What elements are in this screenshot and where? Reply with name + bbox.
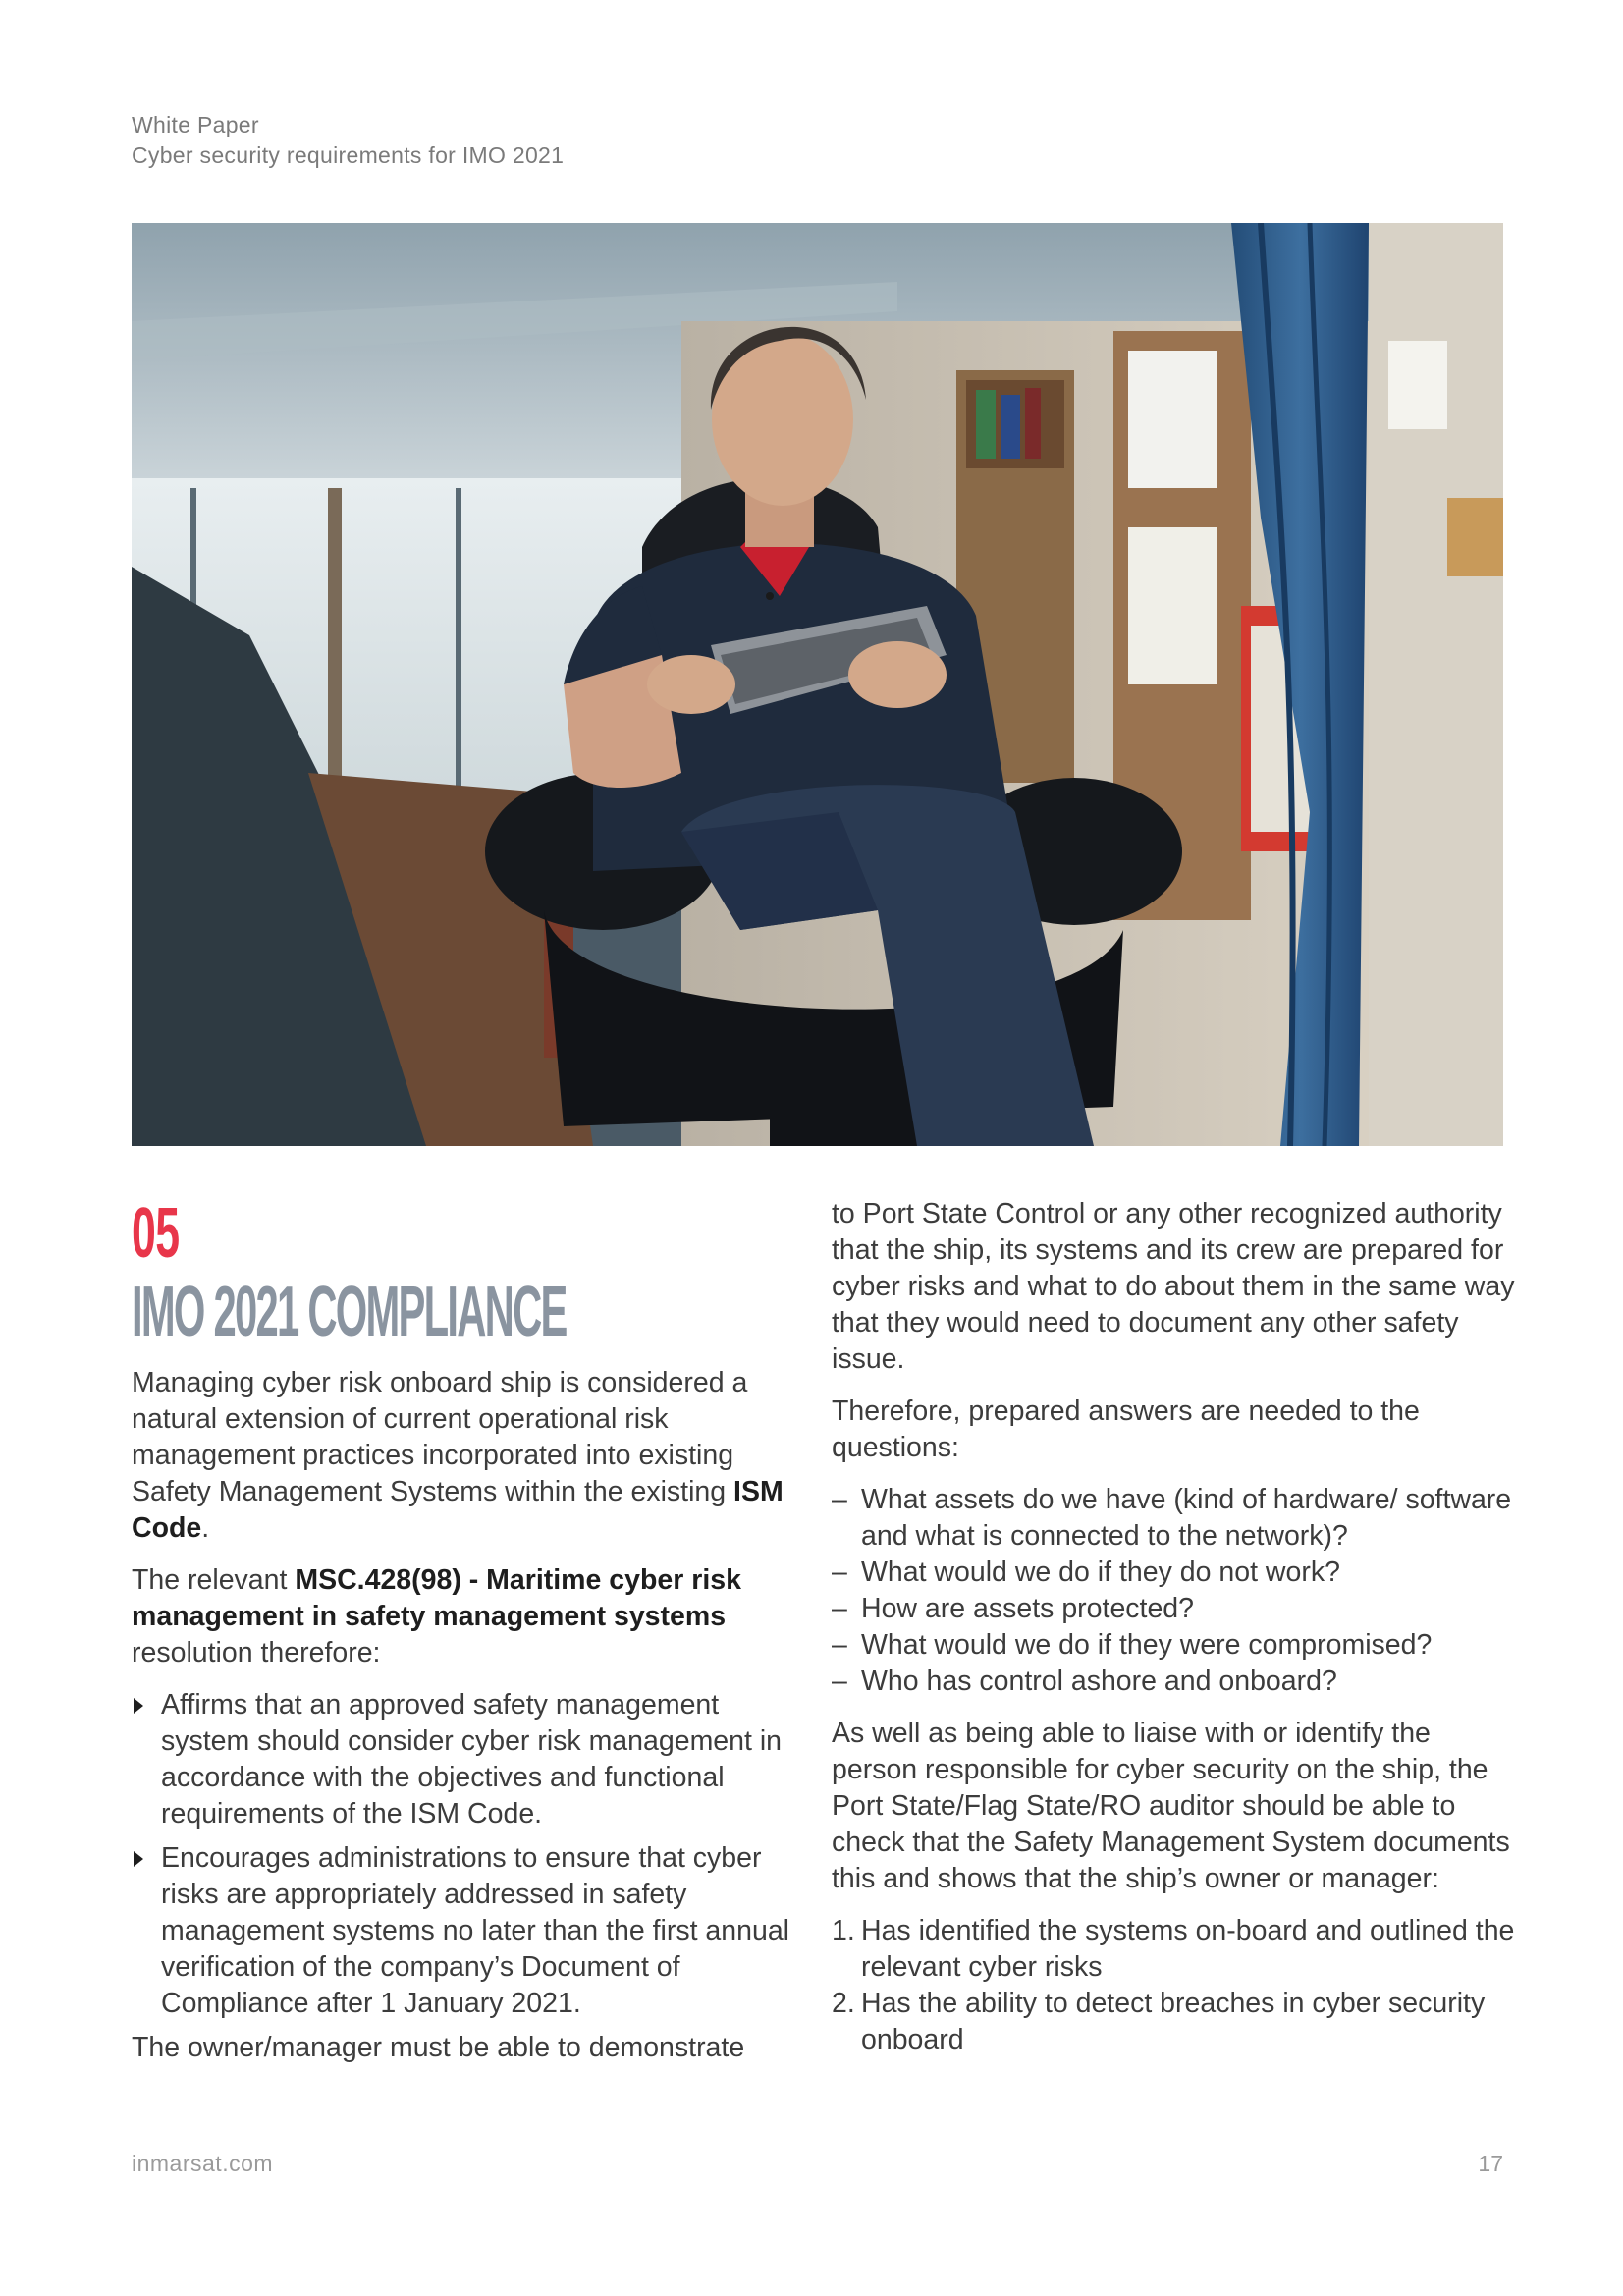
- questions-intro: Therefore, prepared answers are needed to the questions:: [832, 1395, 1420, 1463]
- header-doc-type: White Paper: [132, 112, 259, 137]
- question-text: How are assets protected?: [861, 1593, 1195, 1624]
- intro-period: .: [201, 1512, 210, 1544]
- item-number: 1.: [832, 1915, 855, 1946]
- section-title: IMO 2021 COMPLIANCE: [132, 1273, 567, 1351]
- dash-mark: –: [832, 1629, 847, 1661]
- hero-photo-illustration: [132, 223, 1503, 1146]
- requirement-text: Has the ability to detect breaches in cyber security onboard: [861, 1988, 1486, 2055]
- list-item: [832, 1664, 1519, 1700]
- intro-paragraph: [132, 1365, 799, 1547]
- requirements-list: [832, 1913, 1519, 2058]
- question-text: What would we do if they do not work?: [861, 1557, 1340, 1588]
- dash-mark: –: [832, 1593, 847, 1624]
- resolution-paragraph: [132, 1562, 799, 1671]
- list-item: [132, 1840, 799, 2022]
- hero-photo: [132, 223, 1503, 1146]
- right-column: [832, 1196, 1519, 2058]
- question-text: What assets do we have (kind of hardware/ software and what is connected to the network)?: [861, 1484, 1512, 1552]
- dash-mark: –: [832, 1666, 847, 1697]
- intro-text: Managing cyber risk onboard ship is considered a natural extension of current operational risk management practices incorporated into existing Safety Management Systems within the existing: [132, 1367, 748, 1507]
- list-item: [832, 1591, 1519, 1627]
- left-column: [132, 1196, 799, 2082]
- resolution-tail: resolution therefore:: [132, 1637, 381, 1668]
- auditor-paragraph: As well as being able to liaise with or identify the person responsible for cyber security on the ship, the Port State/Flag State/RO auditor should be able to check that the Safety Management System documents this and shows that the ship’s owner or manager:: [832, 1718, 1510, 1894]
- ism-code-term: ISM Code: [132, 1476, 784, 1544]
- list-item: [832, 1482, 1519, 1555]
- requirement-text: Has identified the systems on-board and outlined the relevant cyber risks: [861, 1915, 1515, 1983]
- bullet-text: Affirms that an approved safety management system should consider cyber risk management in accordance with the objectives and functional requirements of the ISM Code.: [161, 1689, 783, 1830]
- questions-list: [832, 1482, 1519, 1700]
- list-item: [832, 1913, 1519, 1986]
- question-text: What would we do if they were compromised?: [861, 1629, 1433, 1661]
- resolution-lead: The relevant: [132, 1564, 296, 1596]
- resolution-bullets: [132, 1687, 799, 2022]
- footer-website[interactable]: inmarsat.com: [132, 2151, 274, 2176]
- resolution-name: MSC.428(98) - Maritime cyber risk management in safety management systems: [132, 1564, 741, 1632]
- bullet-text: Encourages administrations to ensure that cyber risks are appropriately addressed in safety management systems no later than the first annual verification of the company’s Document of Compliance after 1 January 2021.: [161, 1842, 790, 2019]
- dash-mark: –: [832, 1557, 847, 1588]
- triangle-bullet-icon: [134, 1698, 143, 1714]
- list-item: [832, 1986, 1519, 2058]
- page-number: 17: [1478, 2151, 1503, 2176]
- question-text: Who has control ashore and onboard?: [861, 1666, 1337, 1697]
- triangle-bullet-icon: [134, 1851, 143, 1867]
- demonstrate-paragraph: The owner/manager must be able to demonstrate: [132, 2032, 745, 2063]
- dash-mark: –: [832, 1484, 847, 1515]
- document-header: [132, 110, 564, 171]
- header-doc-title: Cyber security requirements for IMO 2021: [132, 142, 565, 168]
- list-item: [832, 1627, 1519, 1664]
- item-number: 2.: [832, 1988, 855, 2019]
- section-number: 05: [132, 1194, 180, 1273]
- psc-paragraph: to Port State Control or any other recognized authority that the ship, its systems and its crew are prepared for cyber risks and what to do about them in the same way that they would need to document any other safety issue.: [832, 1198, 1515, 1375]
- list-item: [832, 1555, 1519, 1591]
- list-item: [132, 1687, 799, 1832]
